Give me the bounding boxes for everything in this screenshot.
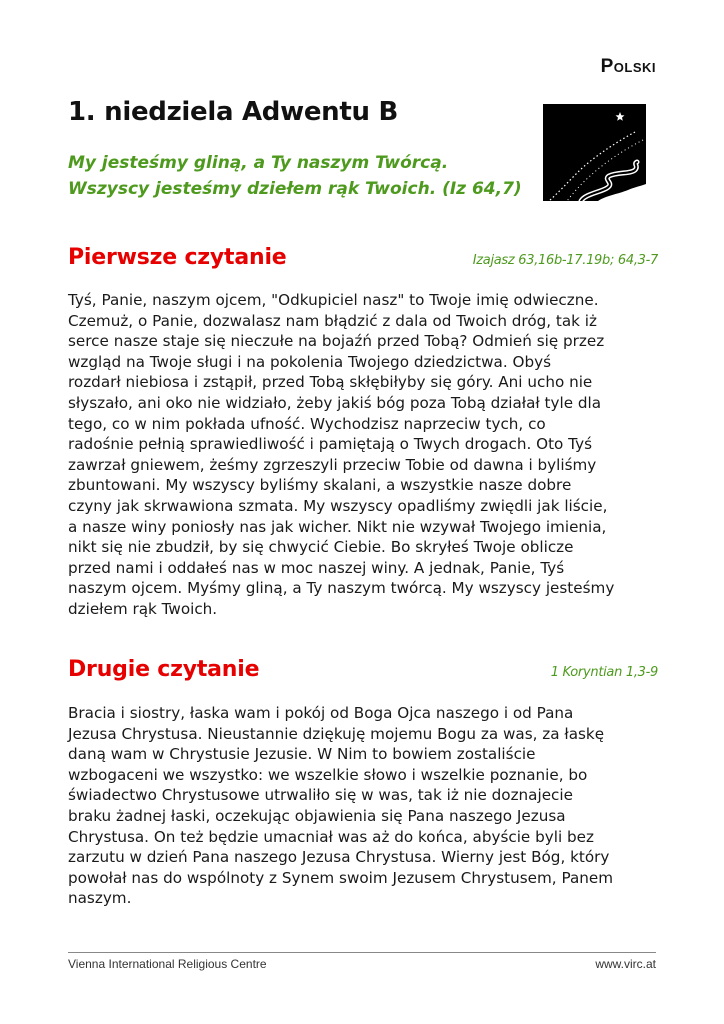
text-line: przed nami i oddałeś nas w moc naszej winy. A jednak, Panie, Tyś xyxy=(68,558,565,577)
text-line: radośnie pełnią sprawiedliwość i pamiętają o Twych drogach. Oto Tyś xyxy=(68,435,592,454)
text-line: tego, co w nim pokłada ufność. Wychodzisz naprzeciw tych, co xyxy=(68,414,546,433)
text-line: Tyś, Panie, naszym ojcem, "Odkupiciel nasz" to Twoje imię odwieczne. xyxy=(68,291,599,309)
reading1-reference: Izajasz 63,16b-17.19b; 64,3-7 xyxy=(472,253,658,268)
text-line: rozdarł niebiosa i zstąpił, przed Tobą skłębiłyby się góry. Ani ucho nie xyxy=(68,373,593,392)
text-line: zawrzał gniewem, żeśmy zgrzeszyli przeciw Tobie od dawna i byliśmy xyxy=(68,455,597,474)
reading2-reference: 1 Koryntian 1,3-9 xyxy=(550,665,658,680)
page-title: 1. niedziela Adwentu B xyxy=(68,97,398,127)
reading2-text xyxy=(68,703,668,909)
text-line: Czemuż, o Panie, dozwalasz nam błądzić z dala od Twoich dróg, tak iż xyxy=(68,311,597,330)
text-line: zbuntowani. My wszyscy byliśmy skalani, a wszystkie nasze dobre xyxy=(68,476,572,495)
text-line: świadectwo Chrystusowe utrwaliło się w was, tak iż nie doznajecie xyxy=(68,786,573,805)
reading1-title: Pierwsze czytanie xyxy=(68,245,287,270)
text-line: czyny jak skrwawiona szmata. My wszyscy opadliśmy zwiędli jak liście, xyxy=(68,496,608,515)
text-line: naszym. xyxy=(68,889,132,908)
footer-divider xyxy=(68,952,656,953)
text-line: wzgląd na Twoje sługi i na pokolenia Twojego dziedzictwa. Obyś xyxy=(68,352,552,371)
text-line: Bracia i siostry, łaska wam i pokój od Boga Ojca naszego i od Pana xyxy=(68,704,574,722)
reading2-header xyxy=(68,652,658,684)
text-line: powołał nas do wspólnoty z Synem swoim Jezusem Chrystusem, Panem xyxy=(68,868,614,887)
footer-organization: Vienna International Religious Centre xyxy=(68,957,267,971)
text-line: a nasze winy poniosły nas jak wicher. Nikt nie wzywał Twojego imienia, xyxy=(68,517,607,536)
text-line: braku żadnej łaski, oczekując objawienia się Pana naszego Jezusa xyxy=(68,806,566,825)
text-line: wzbogaceni we wszystko: we wszelkie słowo i wszelkie poznanie, bo xyxy=(68,765,588,784)
text-line: dziełem rąk Twoich. xyxy=(68,599,218,618)
motto-quote xyxy=(68,150,522,202)
text-line: naszym ojcem. Myśmy gliną, a Ty naszym twórcą. My wszyscy jesteśmy xyxy=(68,579,615,598)
advent-road-star-icon xyxy=(543,104,646,201)
motto-line: My jesteśmy gliną, a Ty naszym Twórcą. xyxy=(68,153,449,173)
text-line: serce nasze staje się nieczułe na bojaźń przed Tobą? Odmień się przez xyxy=(68,332,605,351)
text-line: nikt się nie zbudził, by się chwycić Ciebie. Bo skryłeś Twoje oblicze xyxy=(68,538,574,557)
motto-line: Wszyscy jesteśmy dziełem rąk Twoich. (Iz 64,7) xyxy=(68,179,522,199)
text-line: Jezusa Chrystusa. Nieustannie dziękuję mojemu Bogu za was, za łaskę xyxy=(68,724,605,743)
footer-website-link[interactable]: www.virc.at xyxy=(595,957,656,971)
text-line: słyszało, ani oko nie widziało, żeby jakiś bóg poza Tobą działał tyle dla xyxy=(68,393,602,412)
reading1-header xyxy=(68,240,658,272)
text-line: zarzutu w dzień Pana naszego Jezusa Chrystusa. Wierny jest Bóg, który xyxy=(68,848,610,867)
reading1-text xyxy=(68,290,668,620)
text-line: daną wam w Chrystusie Jezusie. W Nim to bowiem zostaliście xyxy=(68,745,536,764)
text-line: Chrystusa. On też będzie umacniał was aż do końca, abyście byli bez xyxy=(68,827,594,846)
reading2-title: Drugie czytanie xyxy=(68,657,260,682)
language-label: Polski xyxy=(600,56,656,77)
